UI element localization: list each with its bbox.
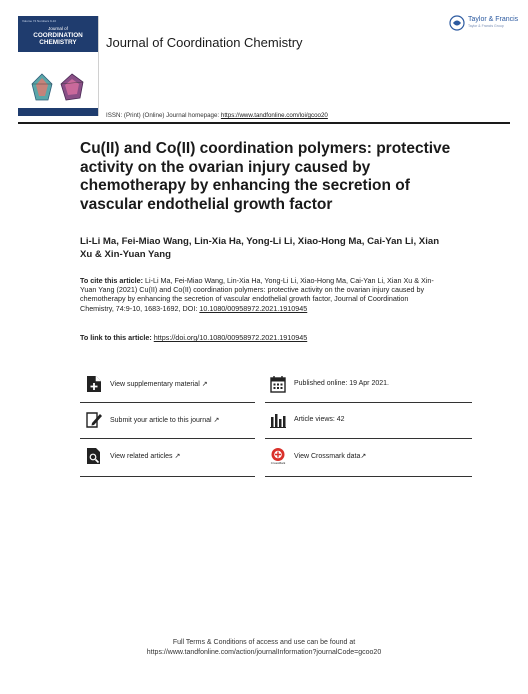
article-doi-link[interactable]: https://doi.org/10.1080/00958972.2021.1910945 <box>153 333 308 342</box>
document-plus-icon <box>86 375 102 393</box>
citation-label: To cite this article: <box>80 276 145 285</box>
article-authors: Li-Li Ma, Fei-Miao Wang, Lin-Xia Ha, Yong-Li Li, Xiao-Hong Ma, Cai-Yan Li, Xian Xu & Xin-Yuan Yang <box>80 236 440 260</box>
cover-title <box>18 25 98 46</box>
grid-rule-6 <box>265 476 472 477</box>
crossmark-icon <box>270 447 286 465</box>
footer-terms-link[interactable]: https://www.tandfonline.com/action/journalInformation?journalCode=gcoo20 <box>146 648 382 656</box>
journal-name: Journal of Coordination Chemistry <box>106 35 303 50</box>
edit-document-icon <box>86 411 102 429</box>
cover-volume-text: Volume 74 Numbers 9-10 <box>22 19 57 23</box>
article-views-info <box>270 409 470 433</box>
cover-title-line2: COORDINATION <box>33 32 83 39</box>
svg-text:CrossMark: CrossMark <box>270 461 286 465</box>
link-label: To link to this article: <box>80 333 154 342</box>
view-crossmark-data[interactable] <box>270 445 470 469</box>
view-supplementary-material[interactable] <box>86 373 254 397</box>
crossmark-label: View Crossmark data↗ <box>294 453 367 460</box>
publisher-logo-tagline: Taylor & Francis Group <box>468 24 504 28</box>
grid-rule-2 <box>265 402 472 403</box>
journal-homepage-link[interactable]: https://www.tandfonline.com/loi/gcoo20 <box>220 112 328 119</box>
related-articles-label: View related articles ↗ <box>110 453 181 460</box>
citation-text: Li-Li Ma, Fei-Miao Wang, Lin-Xia Ha, Yong-Li Li, Xiao-Hong Ma, Cai-Yan Li, Xian Xu & Xin-Yuan Yang (2021) Cu(II) and Co(II) coordination polymers: protective activity on the ovarian injury caused by chemotherapy by enhancing the secretion of vascular endothelial growth factor, Journal of Coordination Chemistry, 74:9-10, 1683-1692, DOI: <box>80 276 434 313</box>
submit-article-link[interactable] <box>86 409 254 433</box>
header-divider <box>18 122 510 124</box>
footer-terms-text: Full Terms & Conditions of access and use can be found at <box>172 639 356 646</box>
grid-rule-4 <box>265 438 472 439</box>
supplementary-label: View supplementary material ↗ <box>110 381 208 388</box>
publisher-logo-text: Taylor & Francis <box>468 16 519 23</box>
journal-cover-image <box>18 16 99 116</box>
search-document-icon <box>86 447 102 465</box>
grid-rule-1 <box>80 402 255 403</box>
cover-title-line3: CHEMISTRY <box>39 39 77 46</box>
cover-footer-band <box>18 108 98 116</box>
grid-rule-3 <box>80 438 255 439</box>
article-title: Cu(II) and Co(II) coordination polymers: protective activity on the ovarian injury caused by chemotherapy by enhancing the secretion of vascular endothelial growth factor <box>80 140 451 213</box>
bar-chart-icon <box>270 411 286 429</box>
published-online-info <box>270 373 470 397</box>
issn-line <box>106 112 328 119</box>
published-online-label: Published online: 19 Apr 2021. <box>294 380 389 387</box>
cover-banner <box>18 16 98 52</box>
cover-artwork <box>28 72 90 106</box>
article-views-label: Article views: 42 <box>294 416 345 423</box>
cover-title-line1: Journal of <box>48 26 68 31</box>
submit-article-label: Submit your article to this journal ↗ <box>110 417 220 424</box>
issn-text: ISSN: (Print) (Online) Journal homepage: <box>106 112 221 119</box>
publisher-logo-icon <box>449 15 465 31</box>
footer <box>0 638 528 657</box>
article-link-line <box>80 333 307 342</box>
publisher-logo[interactable] <box>449 13 519 33</box>
calendar-icon <box>270 375 286 393</box>
citation-doi: 10.1080/00958972.2021.1910945 <box>199 303 308 313</box>
citation-block <box>80 276 435 313</box>
grid-rule-5 <box>80 476 255 477</box>
view-related-articles[interactable] <box>86 445 254 469</box>
